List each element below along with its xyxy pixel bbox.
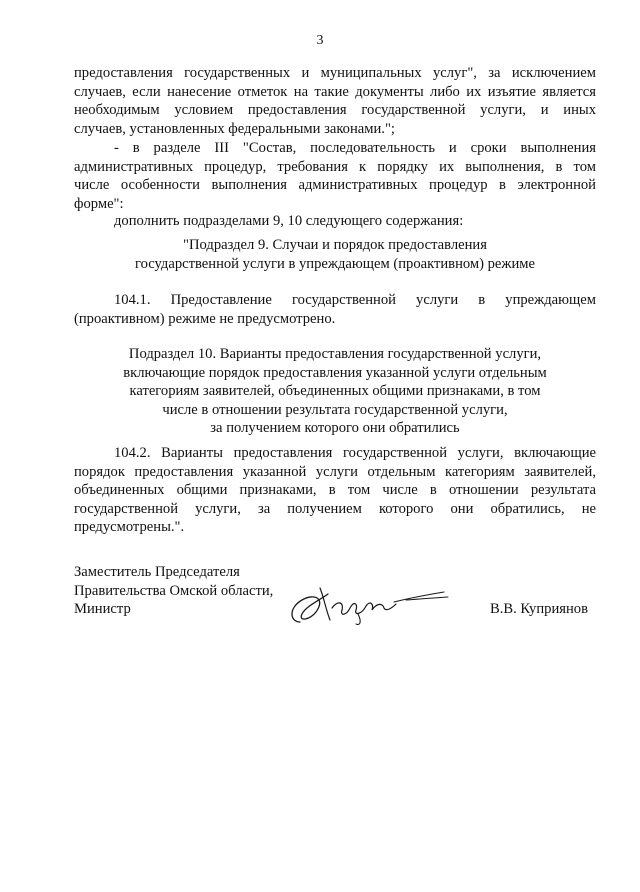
- paragraph-104-1: [74, 291, 596, 328]
- paragraph-104-2: [74, 444, 596, 537]
- paragraph-3: [74, 212, 596, 231]
- text-line: предусмотрены.".: [74, 519, 185, 536]
- text-line: форме":: [74, 195, 124, 212]
- handwritten-signature: [286, 578, 456, 630]
- text-line: - в разделе III "Состав, последовательность и сроки выполнения: [114, 140, 596, 156]
- heading-line: за получением которого они обратились: [210, 420, 460, 437]
- text-line: государственной услуги, за получением которого они обратились, не: [74, 500, 596, 517]
- paragraph-2: [74, 139, 596, 213]
- signatory-name: В.В. Куприянов: [490, 601, 588, 617]
- text-line: необходимым условием предоставления государственной услуги, и иных: [74, 102, 596, 119]
- heading-line: Подраздел 10. Варианты предоставления государственной услуги,: [128, 346, 542, 362]
- text-line: объединенных общими признаками, в том числе в отношении результата: [74, 482, 596, 499]
- text-line: случаев, установленных федеральными законами.";: [74, 120, 395, 137]
- text-line: 104.1. Предоставление государственной услуги в упреждающем: [114, 292, 596, 308]
- text-line: предоставления государственных и муниципальных услуг", за исключением: [74, 65, 596, 81]
- heading-line: числе в отношении результата государственной услуги,: [162, 401, 508, 418]
- text-line: числе особенности выполнения административных процедур в электронной: [74, 177, 596, 194]
- text-line: дополнить подразделами 9, 10 следующего содержания:: [114, 213, 464, 229]
- subsection-10-heading: [74, 345, 596, 438]
- heading-line: категориям заявителей, объединенных общими признаками, в том: [129, 383, 541, 400]
- heading-line: включающие порядок предоставления указанной услуги отдельным: [123, 364, 547, 381]
- text-line: 104.2. Варианты предоставления государственной услуги, включающие: [114, 445, 596, 461]
- signatory-title-line-3: Министр: [74, 601, 131, 617]
- heading-line: "Подраздел 9. Случаи и порядок предоставления: [183, 237, 487, 253]
- subsection-9-heading: [74, 236, 596, 273]
- page-number: 3: [316, 33, 324, 48]
- text-line: случаев, если нанесение отметок на такие документы либо их изъятие является: [74, 83, 596, 100]
- text-line: (проактивном) режиме не предусмотрено.: [74, 310, 336, 327]
- heading-line: государственной услуги в упреждающем (проактивном) режиме: [134, 255, 536, 272]
- paragraph-1: [74, 64, 596, 138]
- signatory-title-line-1: Заместитель Председателя: [74, 564, 240, 580]
- signatory-title-line-2: Правительства Омской области,: [74, 583, 274, 599]
- text-line: административных процедур, требования к порядку их выполнения, в том: [74, 158, 596, 175]
- text-line: порядок предоставления указанной услуги отдельным категориям заявителей,: [74, 463, 596, 480]
